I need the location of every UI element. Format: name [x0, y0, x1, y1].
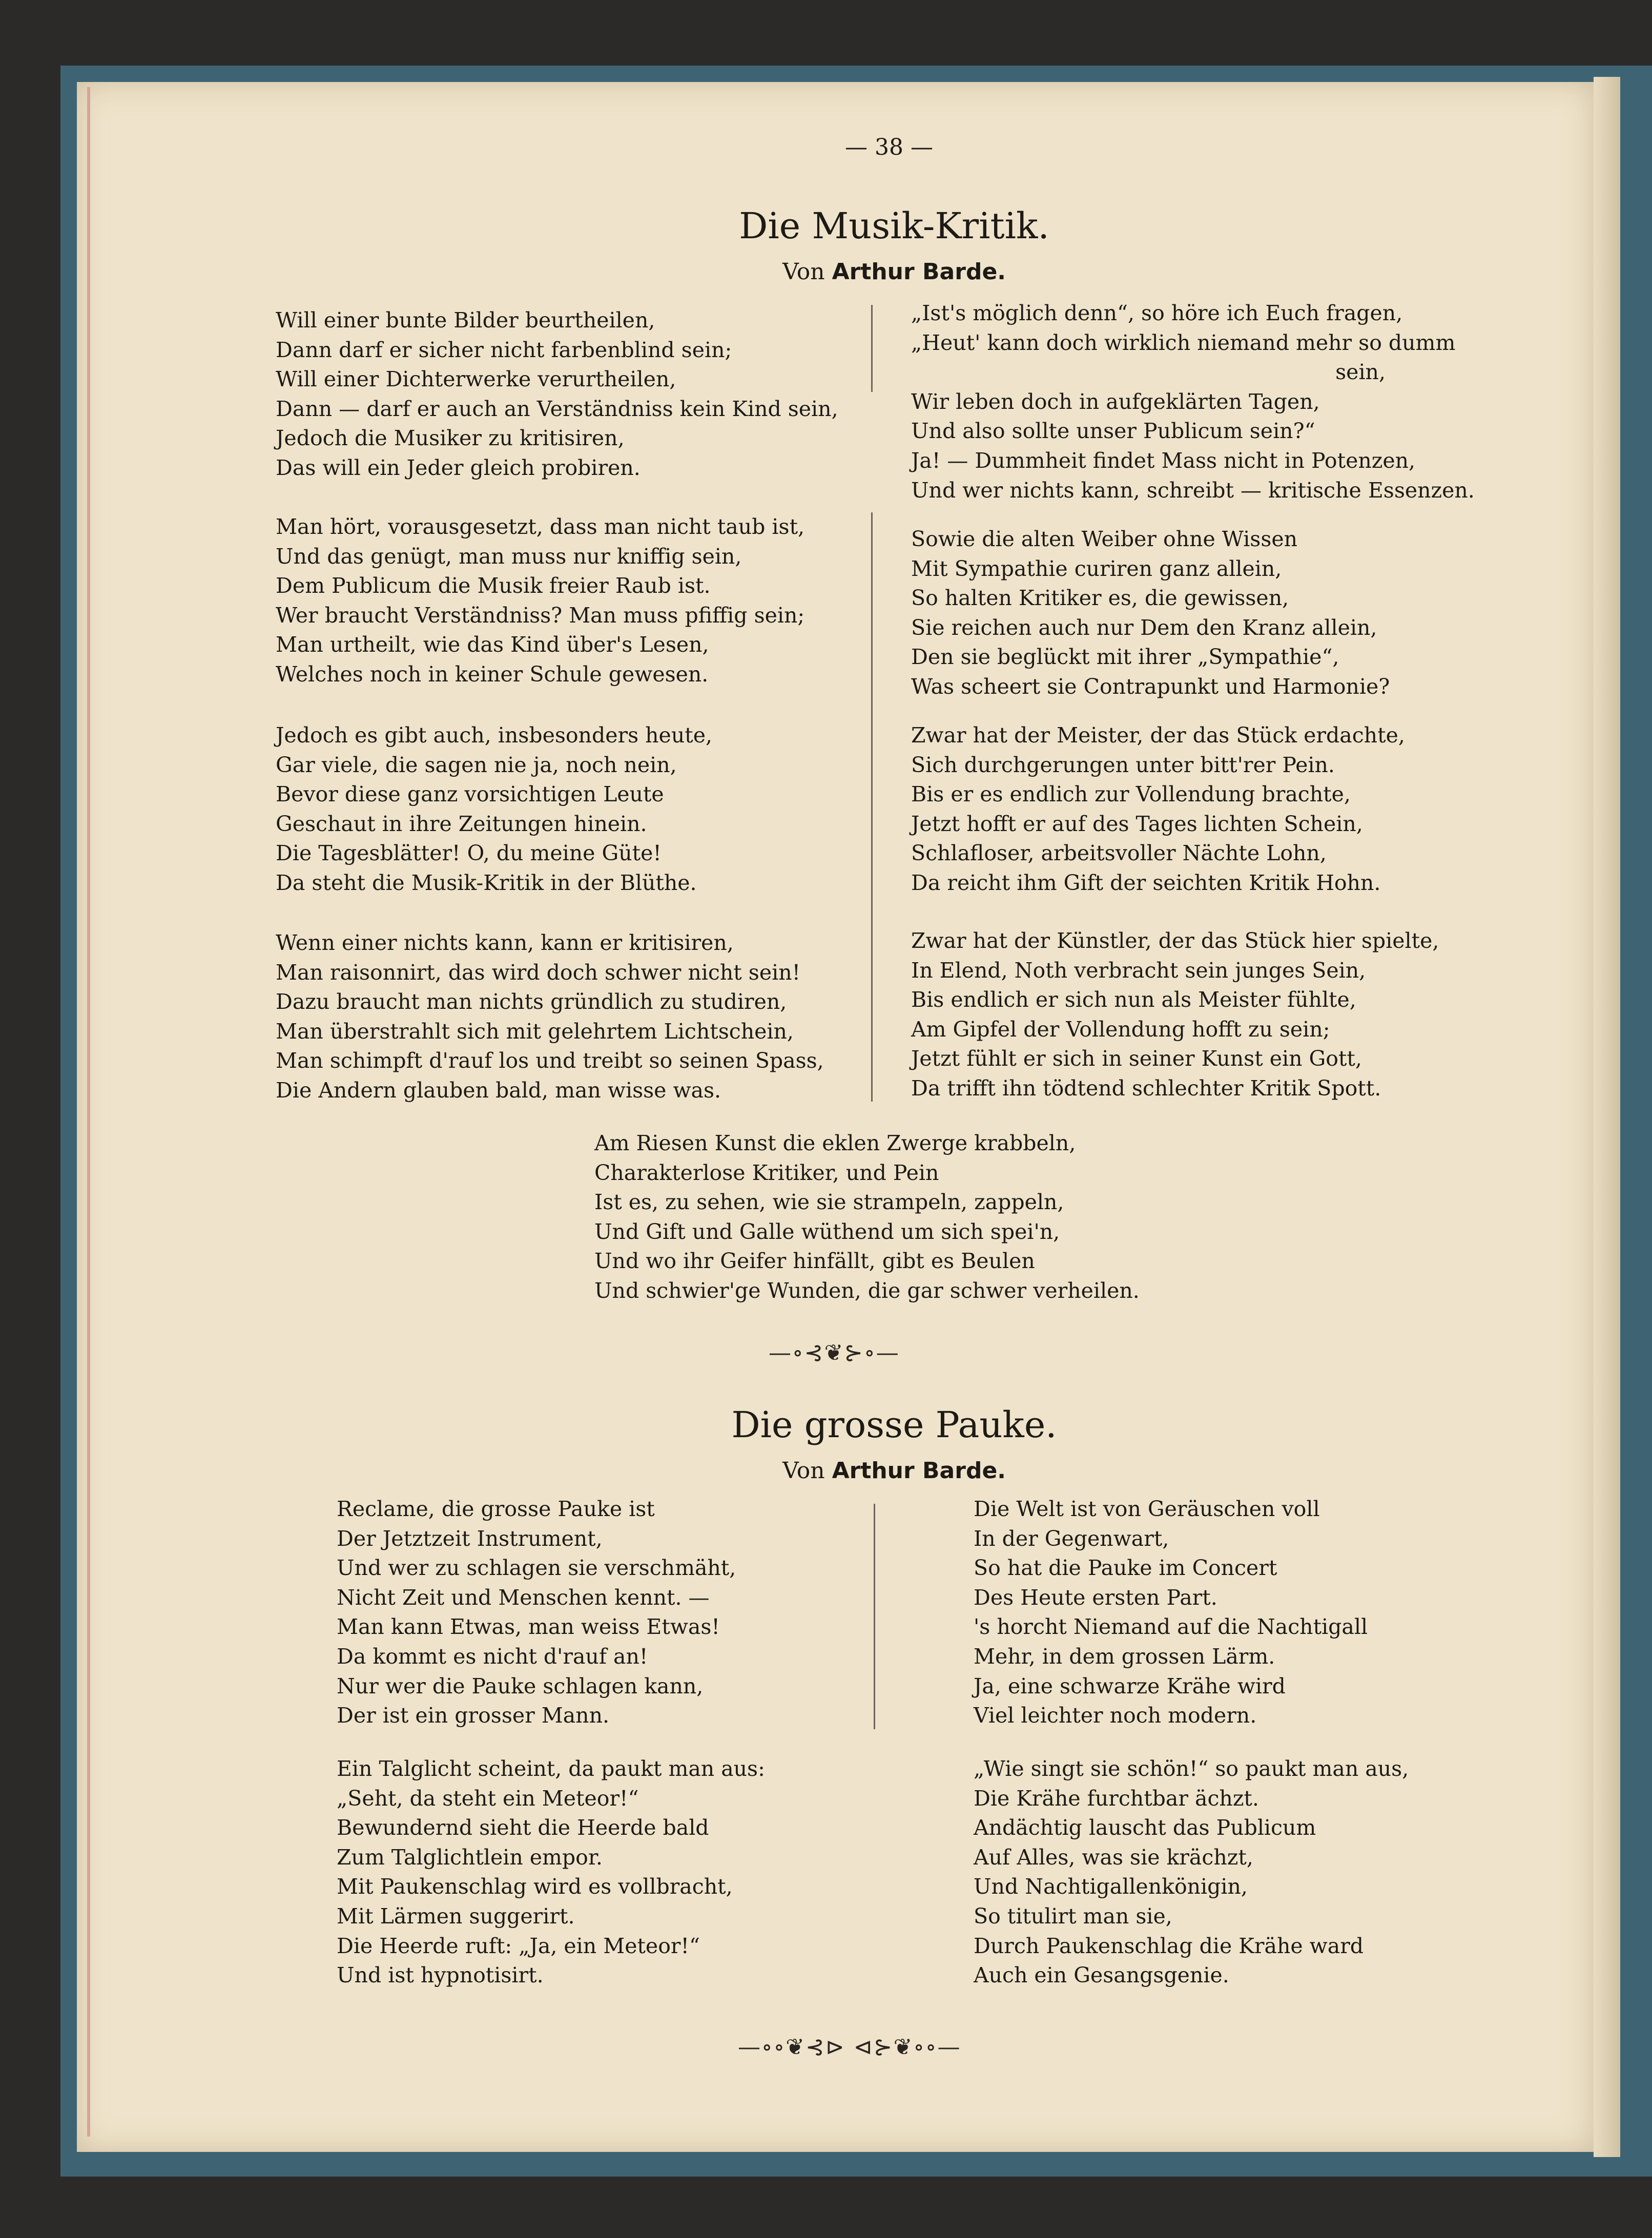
verse-line: Zwar hat der Meister, der das Stück erdachte,: [911, 723, 1405, 748]
verse-line: Und wer zu schlagen sie verschmäht,: [337, 1556, 736, 1581]
poem1-left-stanza-1: [276, 306, 838, 483]
verse-line: In der Gegenwart,: [974, 1526, 1169, 1551]
verse-line: Schlafloser, arbeitsvoller Nächte Lohn,: [911, 841, 1327, 866]
verse-line: Die Welt ist von Geräuschen voll: [974, 1497, 1320, 1521]
verse-line: Den sie beglückt mit ihrer „Sympathie“,: [911, 645, 1339, 670]
verse-line: So halten Kritiker es, die gewissen,: [911, 586, 1289, 611]
verse-line: Man schimpft d'rauf los und treibt so seinen Spass,: [276, 1048, 824, 1073]
verse-line: Da reicht ihm Gift der seichten Kritik Hohn.: [911, 870, 1381, 895]
column-rule: [871, 305, 873, 392]
poem1-byline: [782, 259, 1006, 285]
poem1-right-stanza-4: [911, 926, 1439, 1104]
verse-line: Und also sollte unser Publicum sein?“: [911, 419, 1315, 444]
verse-line: Wer braucht Verständniss? Man muss pfiffig sein;: [276, 603, 805, 628]
verse-line: Und wer nichts kann, schreibt — kritische Essenzen.: [911, 478, 1475, 503]
verse-line: Zwar hat der Künstler, der das Stück hier spielte,: [911, 928, 1439, 953]
verse-line: Da steht die Musik-Kritik in der Blüthe.: [276, 870, 697, 895]
poem2-author: Arthur Barde.: [832, 1458, 1006, 1484]
verse-line: Zum Talglichtlein empor.: [337, 1845, 603, 1870]
verse-line: Wir leben doch in aufgeklärten Tagen,: [911, 389, 1320, 414]
verse-line: Bevor diese ganz vorsichtigen Leute: [276, 782, 664, 807]
column-rule: [874, 1504, 875, 1729]
poem1-author: Arthur Barde.: [832, 259, 1006, 285]
verse-line: Da trifft ihn tödtend schlechter Kritik Spott.: [911, 1075, 1381, 1101]
verse-line: Nicht Zeit und Menschen kennt. —: [337, 1585, 710, 1610]
poem1-right-stanza-3: [911, 721, 1405, 898]
verse-line: Und schwier'ge Wunden, die gar schwer verheilen.: [594, 1278, 1140, 1303]
verse-line: 's horcht Niemand auf die Nachtigall: [974, 1614, 1368, 1640]
verse-line: „Wie singt sie schön!“ so paukt man aus,: [974, 1756, 1409, 1781]
poem1-by-prefix: Von: [782, 259, 825, 285]
verse-line: Die Krähe furchtbar ächzt.: [974, 1786, 1259, 1811]
verse-line: Ist es, zu sehen, wie sie strampeln, zappeln,: [594, 1190, 1064, 1215]
verse-line: Dann — darf er auch an Verständniss kein Kind sein,: [276, 396, 838, 421]
poem2-by-prefix: Von: [782, 1458, 825, 1484]
verse-runover: sein,: [1335, 360, 1386, 385]
verse-line: Wenn einer nichts kann, kann er kritisiren,: [276, 930, 734, 955]
poem1-left-stanza-4: [276, 928, 824, 1106]
verse-line: Die Heerde ruft: „Ja, ein Meteor!“: [337, 1933, 700, 1958]
ornament-divider-icon: —∘⊰❦⊱∘—: [769, 1340, 900, 1366]
poem1-left-stanza-2: [276, 512, 804, 690]
verse-line: „Heut' kann doch wirklich niemand mehr so dumm: [911, 330, 1456, 355]
page-edge: [1594, 77, 1620, 2157]
verse-line: Der ist ein grosser Mann.: [337, 1703, 610, 1728]
verse-line: Mit Sympathie curiren ganz allein,: [911, 556, 1282, 581]
verse-line: Durch Paukenschlag die Krähe ward: [974, 1933, 1364, 1958]
verse-line: Andächtig lauscht das Publicum: [974, 1815, 1316, 1840]
verse-line: So titulirt man sie,: [974, 1903, 1172, 1929]
poem2-byline: [782, 1458, 1006, 1484]
verse-line: Man überstrahlt sich mit gelehrtem Lichtschein,: [276, 1019, 794, 1044]
verse-line: Bis er es endlich zur Vollendung brachte,: [911, 782, 1351, 807]
verse-line: Und Nachtigallenkönigin,: [974, 1874, 1248, 1899]
verse-line: Dem Publicum die Musik freier Raub ist.: [276, 573, 711, 598]
poem2-left-stanza-1: [337, 1495, 736, 1731]
verse-line: Auf Alles, was sie krächzt,: [974, 1845, 1253, 1870]
verse-line: Gar viele, die sagen nie ja, noch nein,: [276, 752, 677, 777]
verse-line: Viel leichter noch modern.: [974, 1703, 1257, 1728]
verse-line: Was scheert sie Contrapunkt und Harmonie?: [911, 674, 1390, 699]
verse-line: Dann darf er sicher nicht farbenblind sein;: [276, 337, 732, 362]
poem2-left-stanza-2: [337, 1754, 765, 1991]
verse-line: Die Andern glauben bald, man wisse was.: [276, 1077, 721, 1103]
verse-line: Geschaut in ihre Zeitungen hinein.: [276, 811, 647, 836]
verse-line: Man hört, vorausgesetzt, dass man nicht taub ist,: [276, 514, 805, 539]
verse-line: Mit Paukenschlag wird es vollbracht,: [337, 1874, 733, 1899]
verse-line: Auch ein Gesangsgenie.: [974, 1963, 1229, 1988]
verse-line: Man urtheilt, wie das Kind über's Lesen,: [276, 632, 709, 657]
verse-line: Welches noch in keiner Schule gewesen.: [276, 661, 709, 687]
poem1-right-stanza-2: [911, 525, 1390, 702]
verse-line: Charakterlose Kritiker, und Pein: [594, 1160, 939, 1185]
verse-line: Am Gipfel der Vollendung hofft zu sein;: [911, 1017, 1330, 1042]
verse-line: Und Gift und Galle wüthend um sich spei'n,: [594, 1219, 1060, 1244]
verse-line: Man raisonnirt, das wird doch schwer nicht sein!: [276, 960, 801, 985]
verse-line: Ja! — Dummheit findet Mass nicht in Potenzen,: [911, 448, 1416, 473]
poem1-left-stanza-3: [276, 721, 712, 898]
verse-line: „Ist's möglich denn“, so höre ich Euch fragen,: [911, 301, 1403, 325]
verse-line: In Elend, Noth verbracht sein junges Sein,: [911, 958, 1366, 983]
verse-line: Die Tagesblätter! O, du meine Güte!: [276, 841, 662, 866]
verse-line: Bis endlich er sich nun als Meister fühlte,: [911, 987, 1356, 1012]
margin-line: [87, 87, 90, 2137]
verse-line: Will einer Dichterwerke verurtheilen,: [276, 367, 676, 392]
verse-line: Am Riesen Kunst die eklen Zwerge krabbeln,: [594, 1131, 1076, 1155]
verse-line: Ja, eine schwarze Krähe wird: [974, 1673, 1286, 1698]
verse-line: Und das genügt, man muss nur kniffig sein,: [276, 544, 742, 569]
verse-line: Jedoch die Musiker zu kritisiren,: [276, 426, 625, 451]
verse-line: Das will ein Jeder gleich probiren.: [276, 455, 641, 480]
verse-line: Sowie die alten Weiber ohne Wissen: [911, 527, 1298, 551]
verse-line: Mit Lärmen suggerirt.: [337, 1903, 575, 1929]
verse-line: Da kommt es nicht d'rauf an!: [337, 1644, 648, 1669]
poem1-title: Die Musik-Kritik.: [739, 205, 1049, 247]
poem1-closing-stanza: [594, 1129, 1140, 1306]
verse-line: Ein Talglicht scheint, da paukt man aus:: [337, 1756, 765, 1781]
verse-line: So hat die Pauke im Concert: [974, 1556, 1277, 1581]
verse-line: Will einer bunte Bilder beurtheilen,: [276, 308, 655, 333]
ornament-divider-icon: —∘∘❦⊰⊳ ⊲⊱❦∘∘—: [738, 2034, 961, 2060]
verse-line: Jetzt hofft er auf des Tages lichten Schein,: [911, 811, 1363, 836]
poem2-title: Die grosse Pauke.: [731, 1404, 1057, 1446]
verse-line: Reclame, die grosse Pauke ist: [337, 1497, 655, 1521]
column-rule: [871, 512, 873, 1102]
verse-line: Des Heute ersten Part.: [974, 1585, 1217, 1610]
verse-line: Man kann Etwas, man weiss Etwas!: [337, 1614, 720, 1640]
verse-line: Bewundernd sieht die Heerde bald: [337, 1815, 709, 1840]
verse-line: Sich durchgerungen unter bitt'rer Pein.: [911, 752, 1335, 777]
verse-line: Mehr, in dem grossen Lärm.: [974, 1644, 1275, 1669]
verse-line: „Seht, da steht ein Meteor!“: [337, 1786, 639, 1811]
verse-line: Sie reichen auch nur Dem den Kranz allein,: [911, 615, 1377, 640]
poem1-right-stanza-1: [911, 299, 1475, 505]
verse-line: Dazu braucht man nichts gründlich zu studiren,: [276, 989, 787, 1014]
verse-line: Der Jetztzeit Instrument,: [337, 1526, 603, 1551]
verse-line: Und ist hypnotisirt.: [337, 1963, 544, 1988]
poem2-right-stanza-2: [974, 1754, 1409, 1991]
verse-line: Jetzt fühlt er sich in seiner Kunst ein Gott,: [911, 1046, 1362, 1071]
page-number: — 38 —: [845, 134, 933, 160]
verse-line: Und wo ihr Geifer hinfällt, gibt es Beulen: [594, 1249, 1035, 1274]
verse-line: Nur wer die Pauke schlagen kann,: [337, 1673, 704, 1698]
poem2-right-stanza-1: [974, 1495, 1368, 1731]
verse-line: Jedoch es gibt auch, insbesonders heute,: [276, 723, 712, 748]
